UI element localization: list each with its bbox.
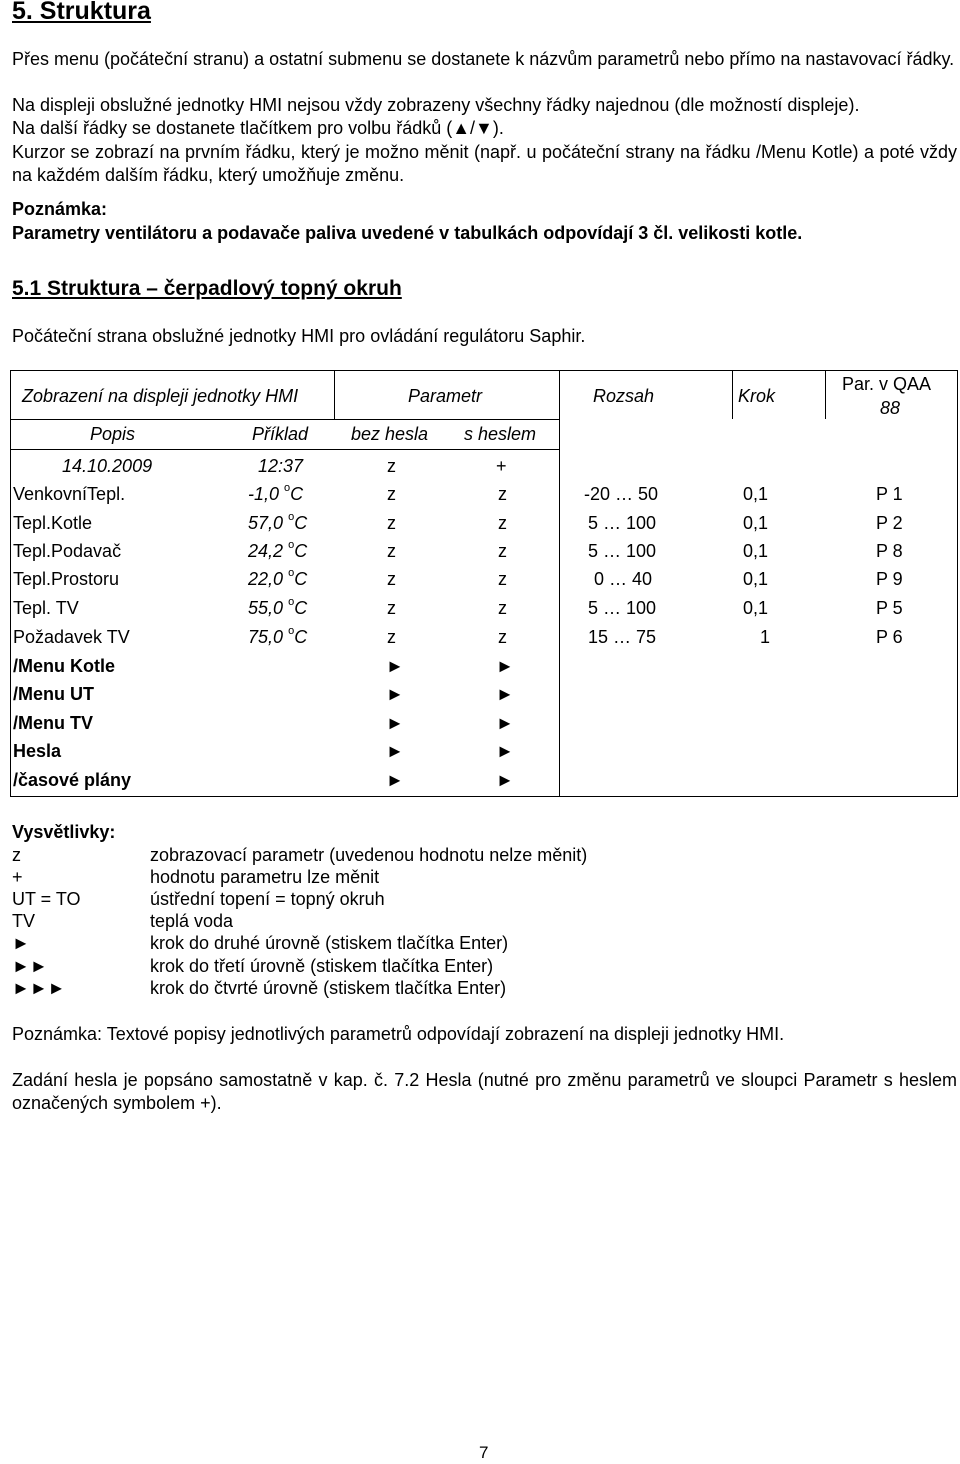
row-priklad: -1,0 $^o$C — [248, 482, 304, 504]
arrow-right-icon: ► — [12, 933, 30, 953]
header-priklad: Příklad — [252, 424, 309, 444]
hesla-item: Hesla — [13, 741, 62, 761]
header-bez-hesla: bez hesla — [351, 424, 429, 444]
table-header-divider — [10, 419, 559, 420]
casove-plany-item: /časové plány — [13, 770, 132, 790]
legend-value: krok do druhé úrovně (stiskem tlačítka Enter) — [150, 933, 509, 953]
legend-value: ústřední topení = topný okruh — [150, 889, 385, 909]
start-page-description: Počáteční strana obslužné jednotky HMI pro ovládání regulátoru Saphir. — [12, 326, 586, 346]
row-bez: z — [387, 484, 396, 504]
table-border-right — [957, 370, 958, 797]
header-krok: Krok — [738, 386, 776, 406]
table-border-bottom — [10, 796, 958, 797]
menu-tv-item: /Menu TV — [13, 713, 93, 733]
table-header-divider-2 — [10, 449, 559, 450]
arrow-right-icon: ► — [386, 713, 404, 733]
double-arrow-right-icon: ►► — [12, 956, 48, 976]
row-rozsah: 5 … 100 — [588, 541, 657, 561]
header-parametr: Parametr — [408, 386, 483, 406]
row-rozsah: 15 … 75 — [588, 627, 657, 647]
col-divider-krok — [825, 370, 826, 419]
header-popis: Popis — [90, 424, 136, 444]
table-border-top — [10, 370, 958, 371]
row-rozsah: 5 … 100 — [588, 513, 657, 533]
row-time: 12:37 — [258, 456, 304, 476]
page-number: 7 — [479, 1443, 489, 1462]
legend-value: hodnotu parametru lze měnit — [150, 867, 380, 887]
legend-key: + — [12, 867, 23, 887]
row-par: P 9 — [876, 569, 903, 589]
row-par: P 6 — [876, 627, 903, 647]
row-priklad: 24,2 $^o$C — [248, 539, 308, 561]
password-note: Zadání hesla je popsáno samostatně v kap. č. 7.2 Hesla (nutné pro změnu parametrů ve sloupci Parametr s heslem označených symbolem +). — [12, 1070, 957, 1113]
row-krok: 0,1 — [743, 598, 769, 618]
row-krok: 0,1 — [743, 541, 769, 561]
legend-value: krok do třetí úrovně (stiskem tlačítka Enter) — [150, 956, 494, 976]
table-border-left — [10, 370, 11, 797]
row-popis: Tepl.Prostoru — [13, 569, 120, 589]
row-s: z — [498, 569, 507, 589]
row-bez: z — [387, 627, 396, 647]
section-heading: 5. Struktura — [12, 0, 151, 25]
row-krok: 0,1 — [743, 513, 769, 533]
row-par: P 8 — [876, 541, 903, 561]
header-s-heslem: s heslem — [464, 424, 537, 444]
legend-title: Vysvětlivky: — [12, 822, 116, 842]
row-popis: Požadavek TV — [13, 627, 130, 647]
legend-value: teplá voda — [150, 911, 234, 931]
legend-key: TV — [12, 911, 36, 931]
arrow-right-icon: ► — [386, 770, 404, 790]
intro-paragraph-3: Na další řádky se dostanete tlačítkem pro volbu řádků (▲/▼). — [12, 118, 504, 138]
row-par: P 1 — [876, 484, 903, 504]
legend-value: krok do čtvrté úrovně (stiskem tlačítka Enter) — [150, 978, 507, 998]
arrow-right-icon: ► — [496, 741, 514, 761]
row-priklad: 55,0 $^o$C — [248, 596, 308, 618]
legend-key: z — [12, 845, 21, 865]
row-krok: 1 — [760, 627, 771, 647]
arrow-right-icon: ► — [496, 770, 514, 790]
row-date-bez: z — [387, 456, 396, 476]
arrow-right-icon: ► — [496, 684, 514, 704]
row-date: 14.10.2009 — [62, 456, 153, 476]
col-divider-display — [334, 370, 335, 419]
row-bez: z — [387, 541, 396, 561]
row-s: z — [498, 513, 507, 533]
header-display: Zobrazení na displeji jednotky HMI — [22, 386, 299, 406]
intro-paragraph-2: Na displeji obslužné jednotky HMI nejsou vždy zobrazeny všechny řádky najednou (dle možností displeje). — [12, 95, 860, 115]
parameter-table — [10, 370, 958, 797]
arrow-right-icon: ► — [496, 656, 514, 676]
row-priklad: 22,0 $^o$C — [248, 567, 308, 589]
row-bez: z — [387, 513, 396, 533]
legend-value: zobrazovací parametr (uvedenou hodnotu nelze měnit) — [150, 845, 588, 865]
row-popis: Tepl. TV — [13, 598, 79, 618]
header-rozsah: Rozsah — [593, 386, 655, 406]
row-s: z — [498, 627, 507, 647]
row-bez: z — [387, 569, 396, 589]
row-rozsah: 0 … 40 — [594, 569, 653, 589]
row-popis: Tepl.Kotle — [13, 513, 93, 533]
row-s: z — [498, 541, 507, 561]
menu-ut-item: /Menu UT — [13, 684, 94, 704]
note-text: Parametry ventilátoru a podavače paliva uvedené v tabulkách odpovídají 3 čl. velikosti kotle. — [12, 223, 803, 243]
row-priklad: 75,0 $^o$C — [248, 625, 308, 647]
row-rozsah: 5 … 100 — [588, 598, 657, 618]
arrow-right-icon: ► — [386, 741, 404, 761]
arrow-right-icon: ► — [386, 684, 404, 704]
menu-kotle-item: /Menu Kotle — [13, 656, 115, 676]
header-par-qaa: Par. v QAA — [842, 374, 932, 394]
row-krok: 0,1 — [743, 484, 769, 504]
row-priklad: 57,0 $^o$C — [248, 511, 308, 533]
row-s: z — [498, 598, 507, 618]
row-date-s: + — [496, 456, 507, 476]
legend-key: UT = TO — [12, 889, 81, 909]
row-krok: 0,1 — [743, 569, 769, 589]
arrow-right-icon: ► — [386, 656, 404, 676]
display-note: Poznámka: Textové popisy jednotlivých parametrů odpovídají zobrazení na displeji jednotky HMI. — [12, 1024, 785, 1044]
col-divider-parametr — [559, 370, 560, 797]
header-par-qaa-number: 88 — [880, 398, 901, 418]
note-label: Poznámka: — [12, 199, 108, 219]
intro-paragraph-1: Přes menu (počáteční stranu) a ostatní submenu se dostanete k názvům parametrů nebo přímo na nastavovací řádky. — [12, 49, 955, 69]
arrow-right-icon: ► — [496, 713, 514, 733]
triple-arrow-right-icon: ►►► — [12, 978, 66, 998]
subsection-heading: 5.1 Struktura – čerpadlový topný okruh — [12, 277, 402, 300]
row-par: P 2 — [876, 513, 903, 533]
row-popis: VenkovníTepl. — [13, 484, 126, 504]
intro-paragraph-4: Kurzor se zobrazí na prvním řádku, který je možno měnit (např. u počáteční strany na řádku /Menu Kotle) a poté vždy na každém dalším řádku, který umožňuje změnu. — [12, 142, 957, 185]
row-bez: z — [387, 598, 396, 618]
row-popis: Tepl.Podavač — [13, 541, 122, 561]
row-par: P 5 — [876, 598, 903, 618]
row-rozsah: -20 … 50 — [584, 484, 659, 504]
col-divider-rozsah — [732, 370, 733, 419]
row-s: z — [498, 484, 507, 504]
